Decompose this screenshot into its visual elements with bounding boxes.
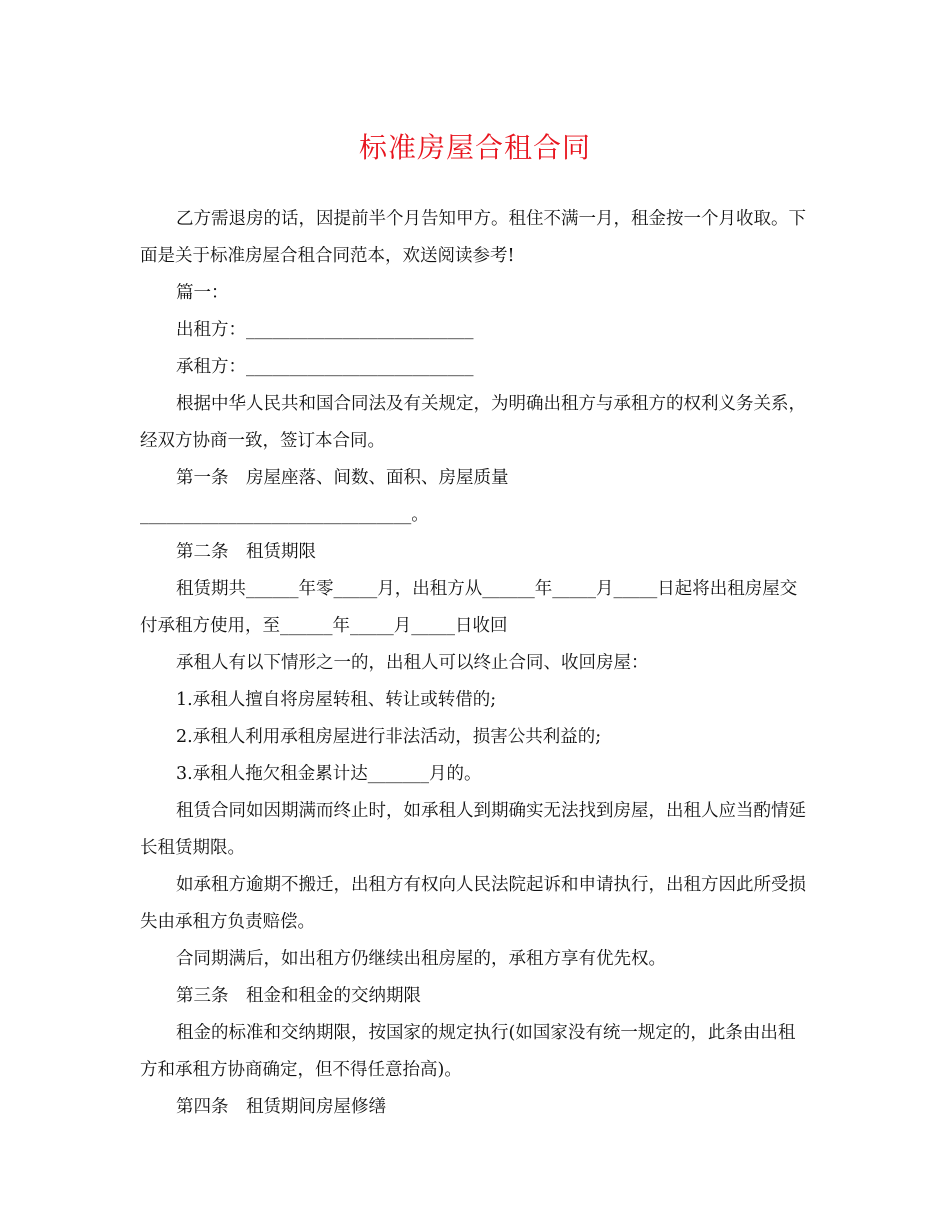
paragraph: 承租方：__________________________: [176, 357, 474, 377]
paragraph: _______________________________。: [140, 505, 429, 525]
paragraph: 第四条 租赁期间房屋修缮: [176, 1097, 386, 1117]
paragraph: 第一条 房屋座落、间数、面积、房屋质量: [176, 468, 509, 488]
paragraph: 1.承租人擅自将房屋转租、转让或转借的;: [176, 690, 497, 710]
paragraph: 如承租方逾期不搬迁，出租方有权向人民法院起诉和申请执行，出租方因此所受损失由承租方负责赔偿。: [140, 875, 806, 932]
document-title: 标准房屋合租合同: [358, 131, 591, 164]
paragraph: 乙方需退房的话，因提前半个月告知甲方。租住不满一月，租金按一个月收取。下面是关于标准房屋合租合同范本，欢送阅读参考!: [140, 209, 806, 266]
paragraph: 租金的标准和交纳期限，按国家的规定执行(如国家没有统一规定的，此条由出租方和承租方协商确定，但不得任意抬高)。: [140, 1023, 796, 1080]
paragraph: 3.承租人拖欠租金累计达_______月的。: [176, 764, 482, 784]
paragraph: 第三条 租金和租金的交纳期限: [176, 986, 421, 1006]
paragraph: 租赁合同如因期满而终止时，如承租人到期确实无法找到房屋，出租人应当酌情延长租赁期限。: [140, 801, 806, 858]
document-body: [140, 201, 812, 1126]
paragraph: 篇一：: [176, 283, 229, 303]
paragraph: 根据中华人民共和国合同法及有关规定，为明确出租方与承租方的权利义务关系，经双方协商一致，签订本合同。: [140, 394, 806, 451]
paragraph: 2.承租人利用承租房屋进行非法活动，损害公共利益的;: [176, 727, 602, 747]
paragraph: 承租人有以下情形之一的，出租人可以终止合同、收回房屋：: [176, 653, 649, 673]
paragraph: 第二条 租赁期限: [176, 542, 316, 562]
paragraph: 合同期满后，如出租方仍继续出租房屋的，承租方享有优先权。: [176, 949, 666, 969]
paragraph: 租赁期共______年零_____月，出租方从______年_____月_____日起将出租房屋交付承租方使用，至______年_____月_____日收回: [140, 579, 798, 636]
paragraph: 出租方：__________________________: [176, 320, 474, 340]
